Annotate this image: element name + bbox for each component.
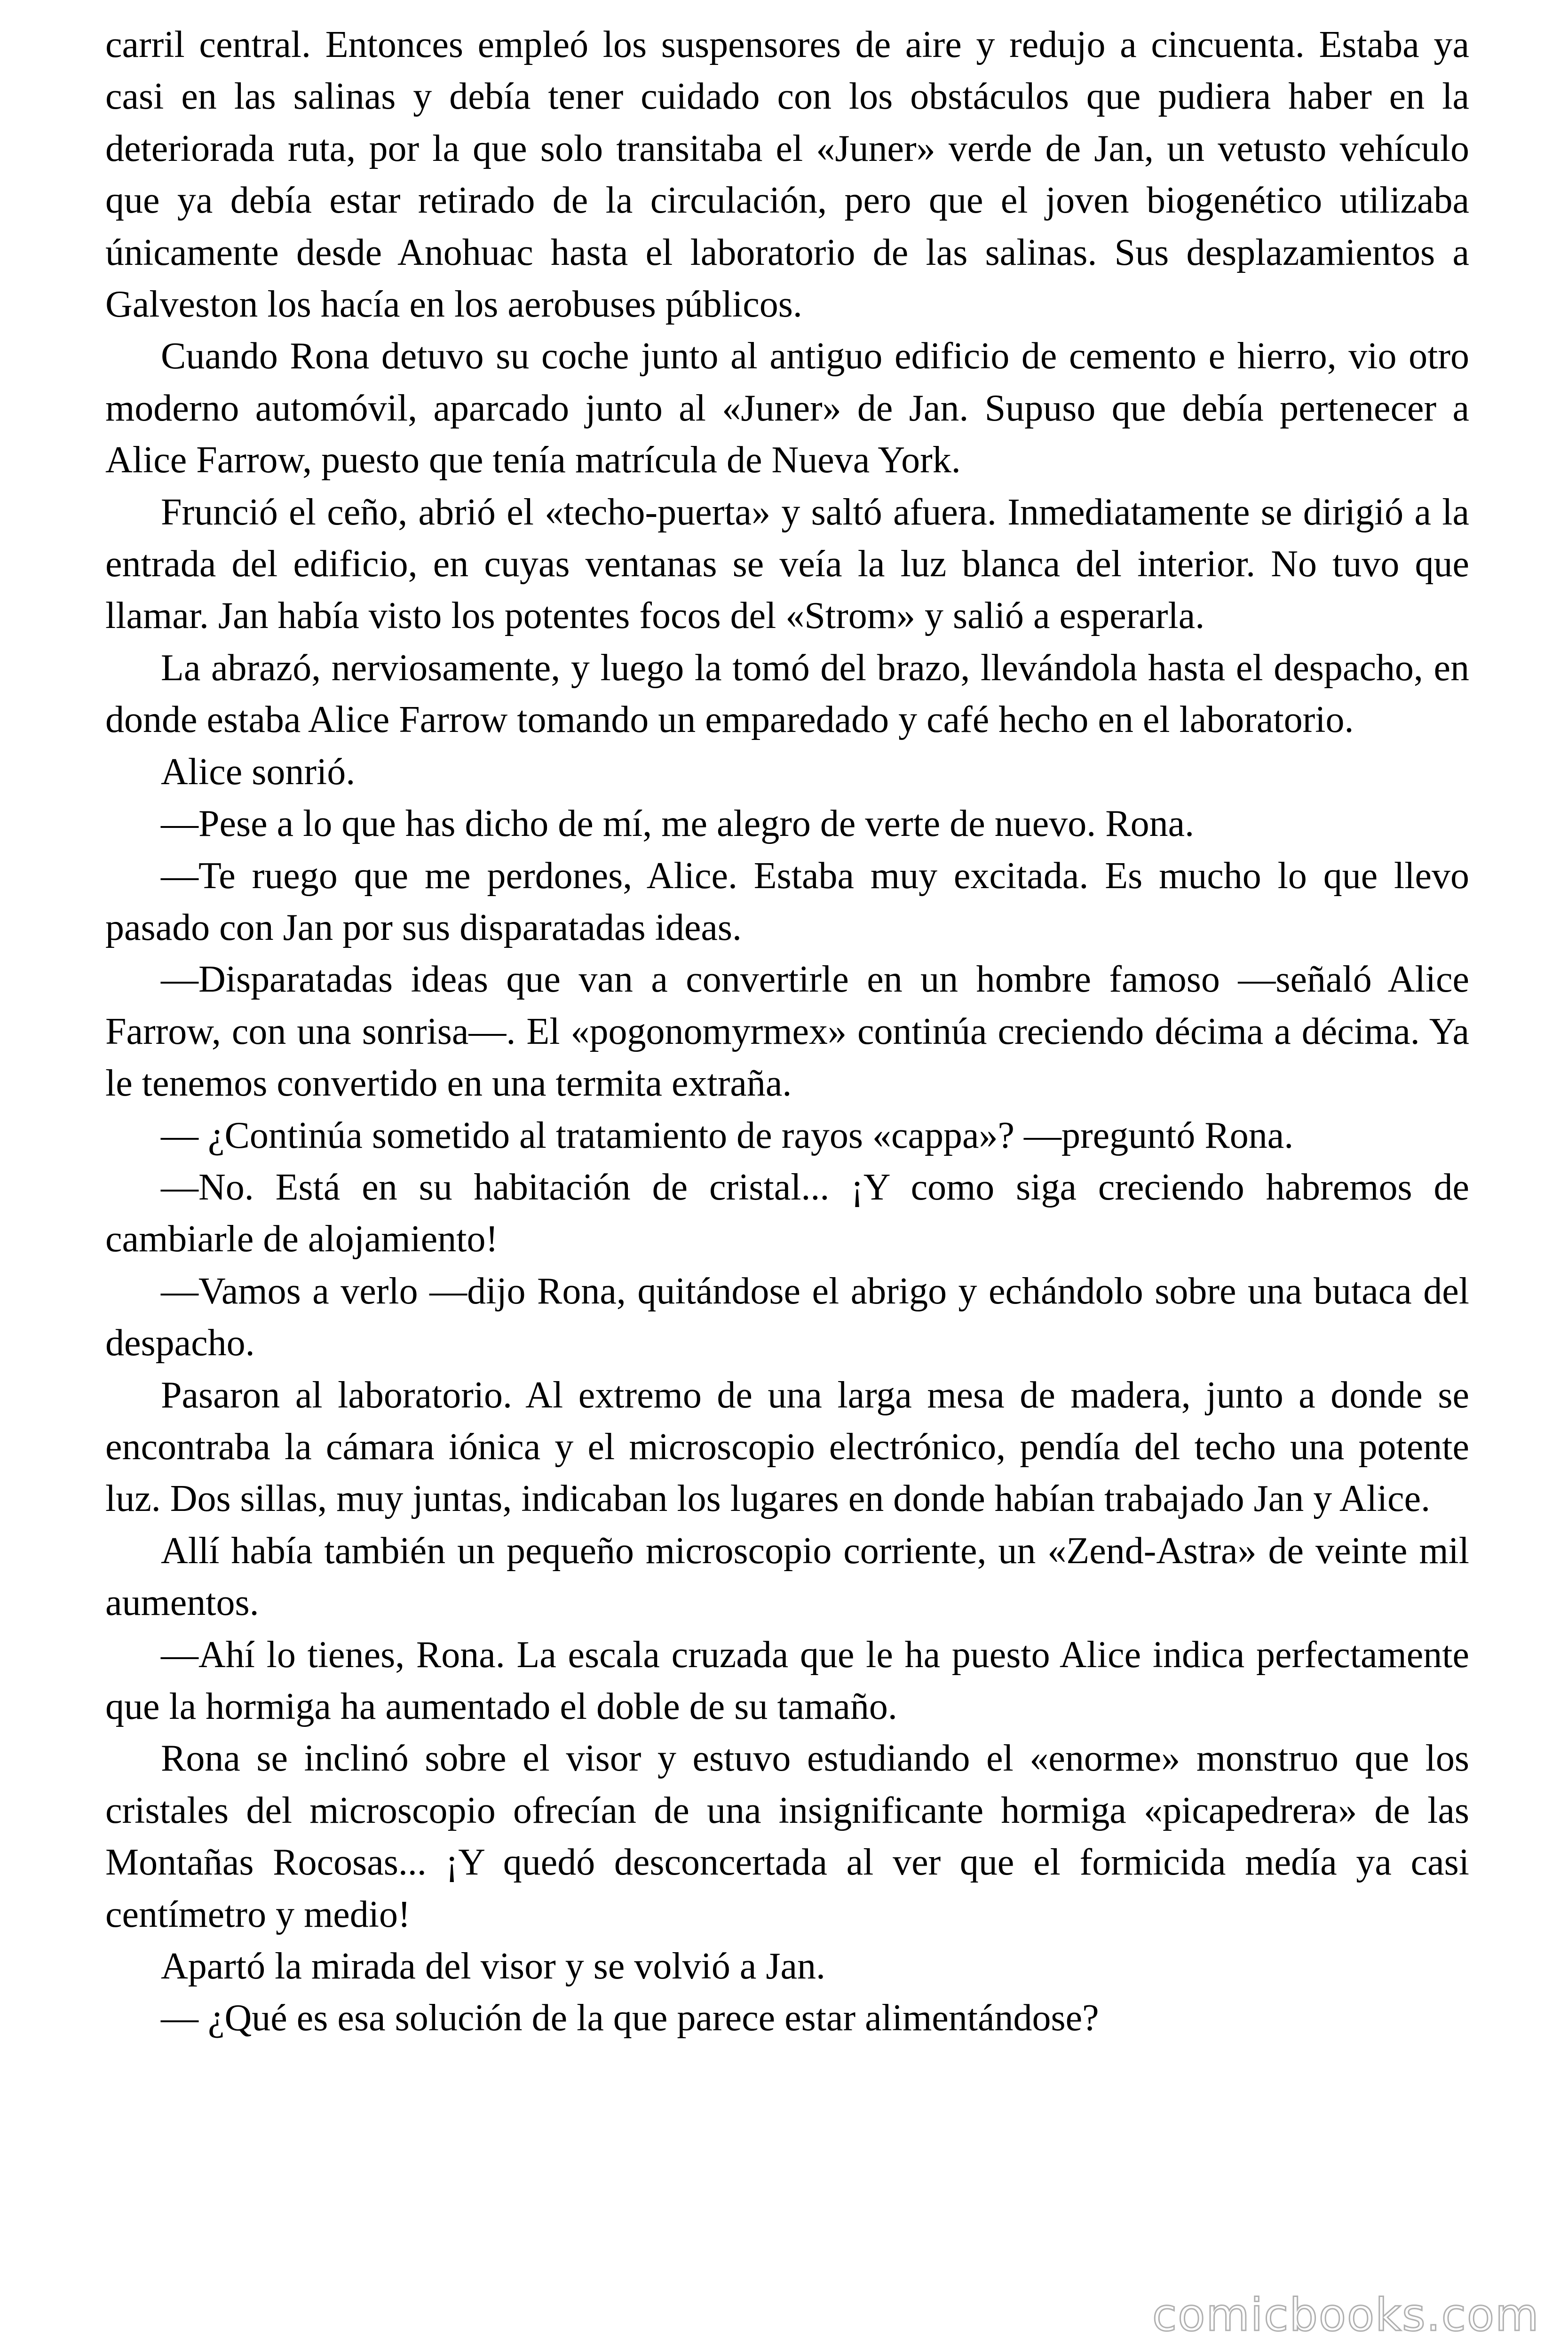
paragraph-15: Rona se inclinó sobre el visor y estuvo estudiando el «enorme» monstruo que los cristales del microscopio ofrecían de una insignificante hormiga «picapedrera» de las Montañas Rocosas... ¡Y quedó desconcertada al ver que el formicida medía ya casi centímetro y medio! — [105, 1738, 1469, 1935]
paragraph-12: Pasaron al laboratorio. Al extremo de una larga mesa de madera, junto a donde se encontraba la cámara iónica y el microscopio electrónico, pendía del techo una potente luz. Dos sillas, muy juntas, indicaban los lugares en donde habían trabajado Jan y Alice. — [105, 1374, 1469, 1520]
paragraph-16: Apartó la mirada del visor y se volvió a Jan. — [161, 1946, 825, 1987]
paragraph-10: —No. Está en su habitación de cristal... ¡Y como siga creciendo habremos de cambiarle de alojamiento! — [105, 1166, 1469, 1260]
paragraph-13: Allí había también un pequeño microscopio corriente, un «Zend-Astra» de veinte mil aumentos. — [105, 1530, 1469, 1624]
paragraph-11: —Vamos a verlo —dijo Rona, quitándose el abrigo y echándolo sobre una butaca del despacho. — [105, 1270, 1469, 1364]
paragraph-3: Frunció el ceño, abrió el «techo-puerta» y saltó afuera. Inmediatamente se dirigió a la entrada del edificio, en cuyas ventanas se veía la luz blanca del interior. No tuvo que llamar. Jan había visto los potentes focos del «Strom» y salió a esperarla. — [105, 491, 1469, 637]
paragraph-6: —Pese a lo que has dicho de mí, me alegro de verte de nuevo. Rona. — [161, 803, 1195, 845]
paragraph-14: —Ahí lo tienes, Rona. La escala cruzada que le ha puesto Alice indica perfectamente que la hormiga ha aumentado el doble de su tamaño. — [105, 1634, 1469, 1727]
paragraph-2: Cuando Rona detuvo su coche junto al antiguo edificio de cemento e hierro, vio otro moderno automóvil, aparcado junto al «Juner» de Jan. Supuso que debía pertenecer a Alice Farrow, puesto que tenía matrícula de Nueva York. — [105, 335, 1469, 481]
paragraph-5: Alice sonrió. — [161, 751, 356, 793]
paragraph-1: carril central. Entonces empleó los suspensores de aire y redujo a cincuenta. Estaba ya casi en las salinas y debía tener cuidado con los obstáculos que pudiera haber en la deteriorada ruta, por la que solo transitaba el «Juner» verde de Jan, un vetusto vehículo que ya debía estar retirado de la circulación, pero que el joven biogenético utilizaba únicamente desde Anohuac hasta el laboratorio de las salinas. Sus desplazamientos a Galveston los hacía en los aerobuses públicos. — [105, 24, 1469, 326]
paragraph-7: —Te ruego que me perdones, Alice. Estaba muy excitada. Es mucho lo que llevo pasado con Jan por sus disparatadas ideas. — [105, 855, 1469, 948]
paragraph-4: La abrazó, nerviosamente, y luego la tomó del brazo, llevándola hasta el despacho, en donde estaba Alice Farrow tomando un emparedado y café hecho en el laboratorio. — [105, 647, 1469, 741]
page-text — [105, 19, 1469, 2044]
watermark: comicbooks.com — [1152, 2289, 1540, 2341]
paragraph-8: —Disparatadas ideas que van a convertirle en un hombre famoso —señaló Alice Farrow, con una sonrisa—. El «pogonomyrmex» continúa creciendo décima a décima. Ya le tenemos convertido en una termita extraña. — [105, 959, 1469, 1104]
paragraph-17: — ¿Qué es esa solución de la que parece estar alimentándose? — [161, 1997, 1099, 2039]
paragraph-9: — ¿Continúa sometido al tratamiento de rayos «cappa»? —preguntó Rona. — [161, 1114, 1294, 1156]
